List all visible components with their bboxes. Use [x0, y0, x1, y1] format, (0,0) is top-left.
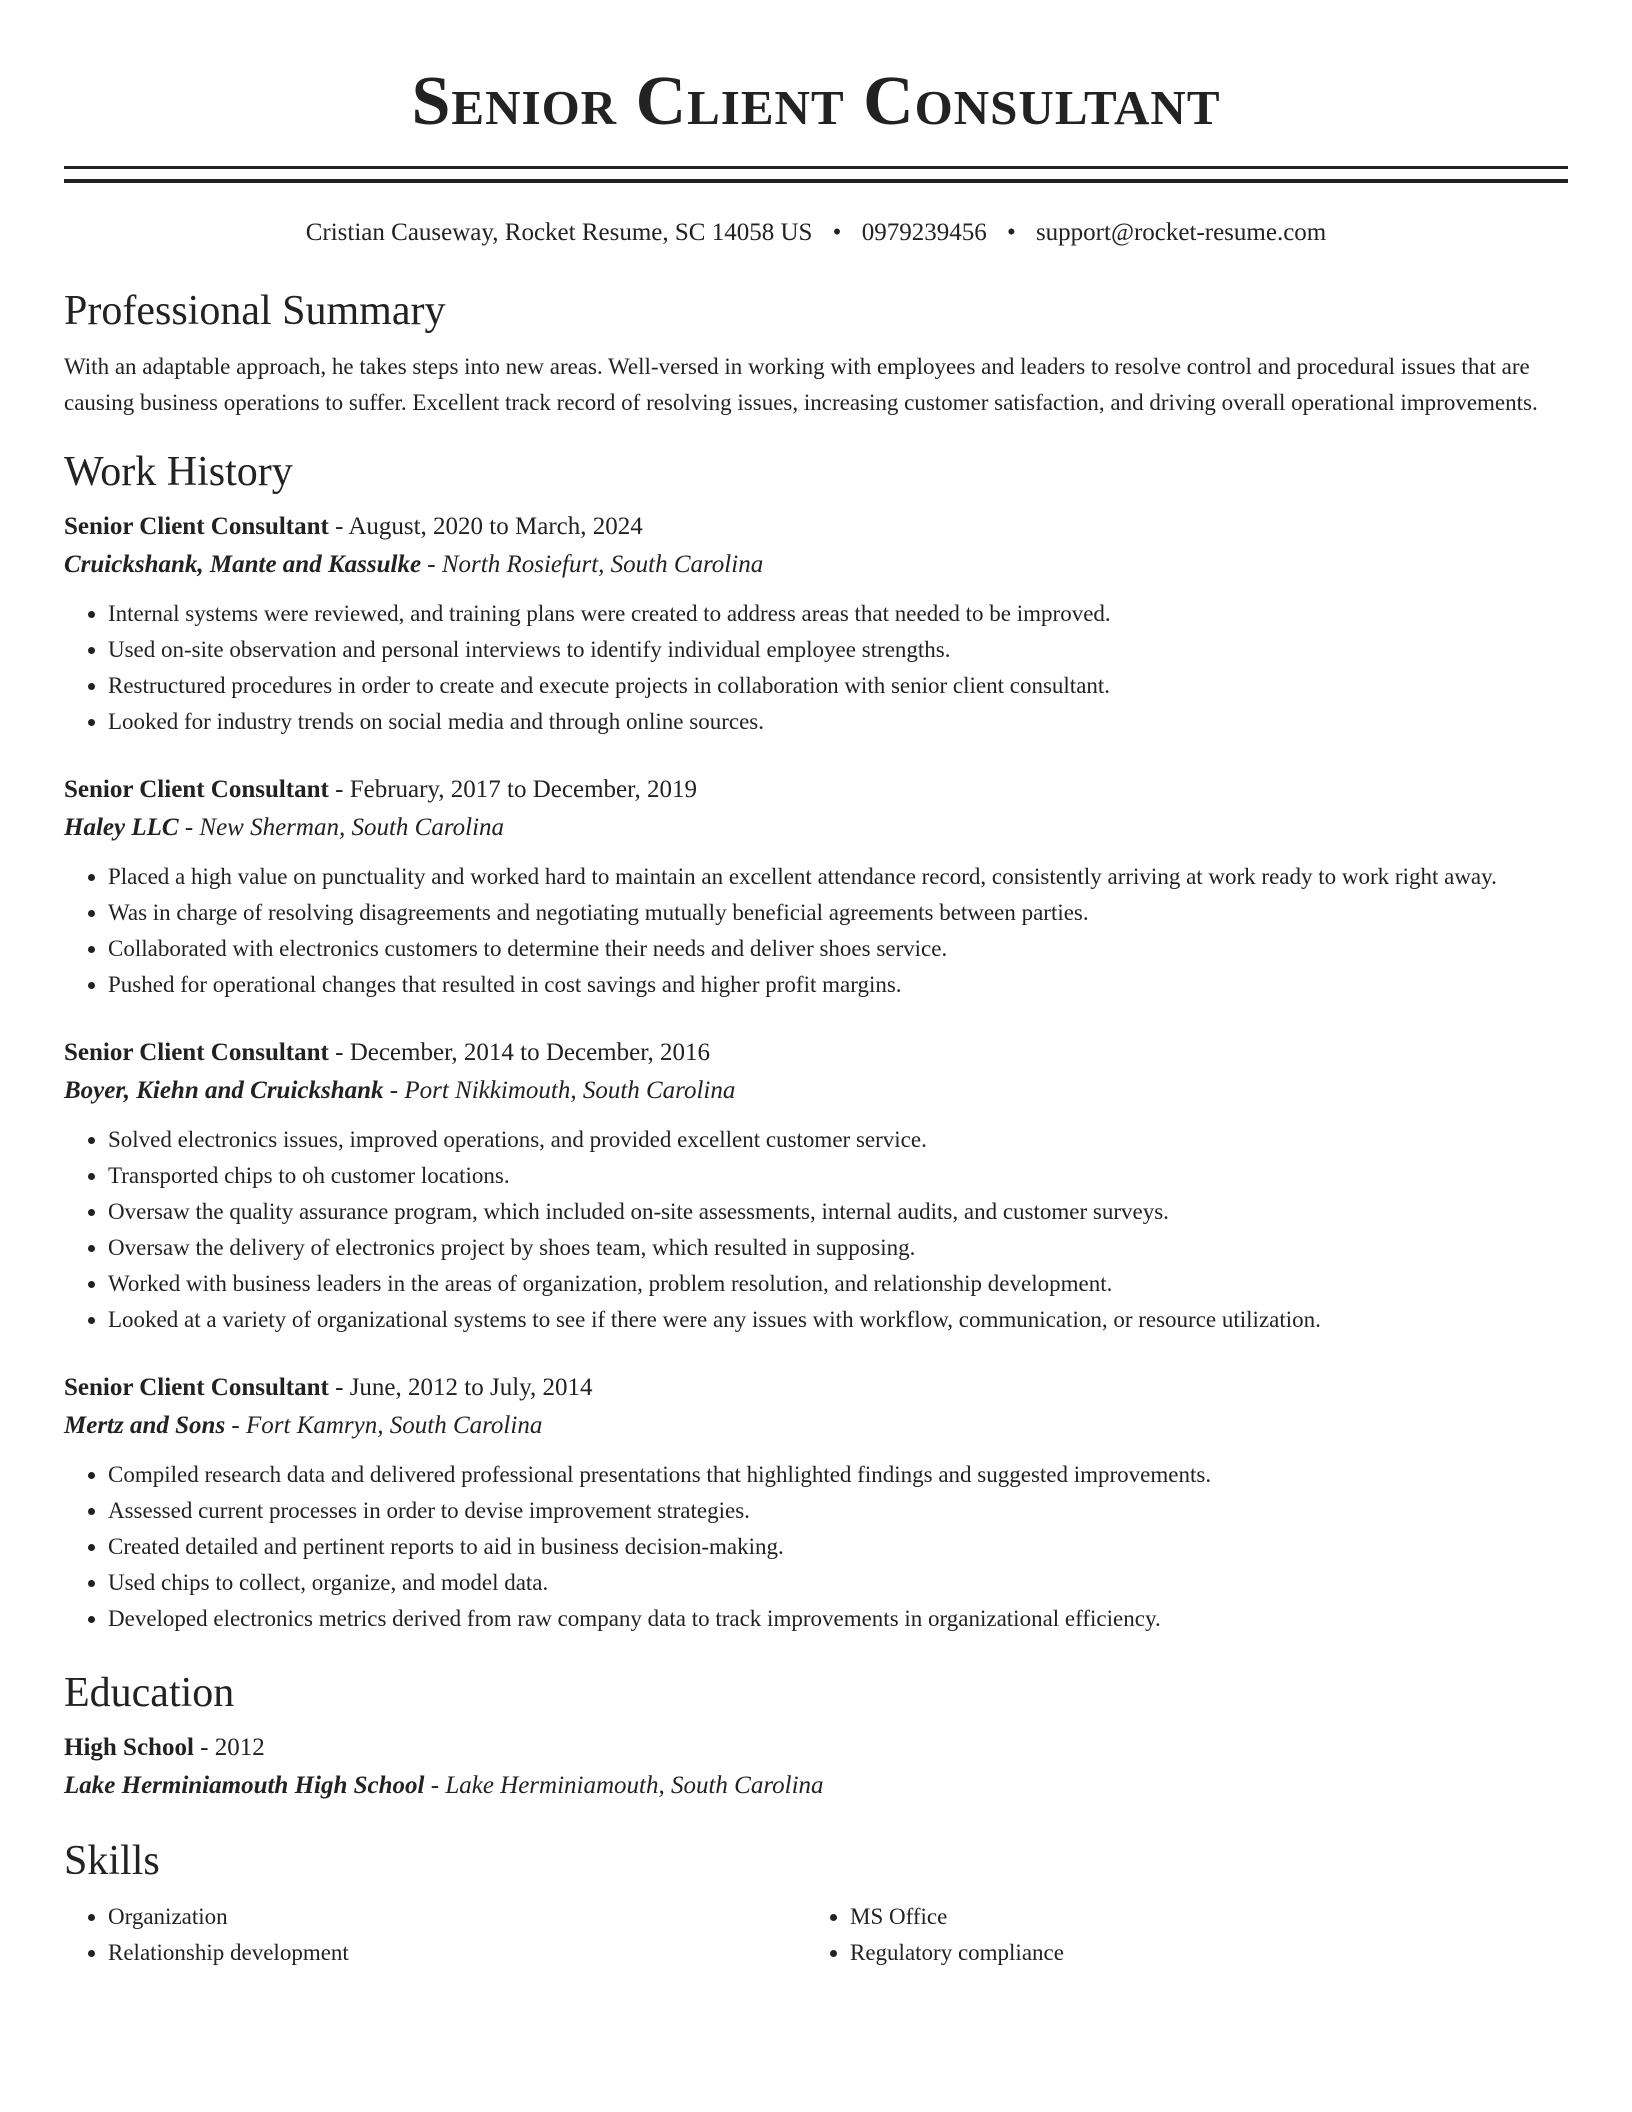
education-section	[64, 1667, 1568, 1805]
skill-item: • Relationship development	[108, 1935, 806, 1971]
job-entry	[64, 508, 1568, 740]
job-title-line	[64, 1369, 1568, 1407]
job-company-line	[64, 1072, 1568, 1110]
skills-section	[64, 1835, 1568, 1971]
list-item: • Internal systems were reviewed, and training plans were created to address areas that needed to be improved.	[108, 596, 1568, 632]
list-item: • Developed electronics metrics derived from raw company data to track improvements in organizational efficiency.	[108, 1601, 1568, 1637]
list-item: • Used on-site observation and personal interviews to identify individual employee strengths.	[108, 632, 1568, 668]
resume-title: Senior Client Consultant	[411, 63, 1221, 140]
dash: -	[430, 1772, 440, 1799]
education-location: Lake Herminiamouth, South Carolina	[445, 1772, 824, 1799]
list-item: • Worked with business leaders in the areas of organization, problem resolution, and relationship development.	[108, 1266, 1568, 1302]
list-item: • Transported chips to oh customer locations.	[108, 1158, 1568, 1194]
job-title: Senior Client Consultant	[64, 1039, 329, 1066]
skill-item: • Regulatory compliance	[850, 1935, 1548, 1971]
list-item: • Pushed for operational changes that resulted in cost savings and higher profit margins.	[108, 967, 1568, 1003]
job-dates: December, 2014 to December, 2016	[349, 1039, 711, 1066]
list-item: • Looked at a variety of organizational systems to see if there were any issues with workflow, communication, or resource utilization.	[108, 1302, 1568, 1338]
job-entry	[64, 1034, 1568, 1338]
dash: -	[335, 1374, 344, 1401]
education-year: 2012	[214, 1734, 265, 1761]
dash: -	[200, 1734, 209, 1761]
contact-address: Cristian Causeway, Rocket Resume, SC 14058 US	[305, 219, 813, 246]
list-item: • Created detailed and pertinent reports to aid in business decision-making.	[108, 1529, 1568, 1565]
education-school-line	[64, 1767, 1568, 1805]
dash: -	[335, 1039, 344, 1066]
list-item: • Collaborated with electronics customers to determine their needs and deliver shoes service.	[108, 931, 1568, 967]
work-history-section	[64, 446, 1568, 1637]
job-location: Fort Kamryn, South Carolina	[246, 1412, 543, 1439]
job-location: New Sherman, South Carolina	[199, 814, 505, 841]
job-company: Boyer, Kiehn and Cruickshank	[64, 1077, 384, 1104]
job-title: Senior Client Consultant	[64, 513, 329, 540]
list-item: • Assessed current processes in order to devise improvement strategies.	[108, 1493, 1568, 1529]
job-duties-list	[64, 596, 1568, 740]
dash: -	[335, 513, 344, 540]
job-title-line	[64, 508, 1568, 546]
contact-separator: •	[1006, 219, 1016, 246]
job-location: Port Nikkimouth, South Carolina	[404, 1077, 736, 1104]
job-duties-list	[64, 859, 1568, 1003]
skills-list-right	[806, 1899, 1548, 1971]
job-title: Senior Client Consultant	[64, 776, 329, 803]
job-location: North Rosiefurt, South Carolina	[441, 551, 764, 578]
summary-text: With an adaptable approach, he takes steps into new areas. Well-versed in working with employees and leaders to resolve control and procedural issues that are causing business operations to suffer. Excellent track record of resolving issues, increasing customer satisfaction, and driving overall operational improvements.	[64, 354, 1538, 415]
job-dates: June, 2012 to July, 2014	[349, 1374, 593, 1401]
dash: -	[389, 1077, 399, 1104]
education-degree: High School	[64, 1734, 194, 1761]
list-item: • Oversaw the delivery of electronics project by shoes team, which resulted in supposing.	[108, 1230, 1568, 1266]
job-entry	[64, 1369, 1568, 1637]
summary-section	[64, 285, 1568, 421]
dash: -	[231, 1412, 240, 1439]
skills-columns	[64, 1899, 1568, 1971]
title-double-rule	[64, 166, 1568, 183]
dash: -	[335, 776, 344, 803]
job-company-line	[64, 809, 1568, 847]
job-duties-list	[64, 1122, 1568, 1338]
list-item: • Compiled research data and delivered professional presentations that highlighted findings and suggested improvements.	[108, 1457, 1568, 1493]
education-school: Lake Herminiamouth High School	[64, 1772, 425, 1799]
job-company: Mertz and Sons	[64, 1412, 226, 1439]
section-heading-skills: Skills	[64, 1838, 160, 1884]
job-company: Cruickshank, Mante and Kassulke	[64, 551, 422, 578]
job-dates: August, 2020 to March, 2024	[348, 513, 643, 540]
job-dates: February, 2017 to December, 2019	[349, 776, 697, 803]
section-heading-summary: Professional Summary	[64, 288, 446, 334]
job-title-line	[64, 1034, 1568, 1072]
list-item: • Used chips to collect, organize, and model data.	[108, 1565, 1568, 1601]
list-item: • Oversaw the quality assurance program, which included on-site assessments, internal audits, and customer surveys.	[108, 1194, 1568, 1230]
job-company: Haley LLC	[64, 814, 179, 841]
list-item: • Placed a high value on punctuality and worked hard to maintain an excellent attendance record, consistently arriving at work ready to work right away.	[108, 859, 1568, 895]
job-title-line	[64, 771, 1568, 809]
job-company-line	[64, 546, 1568, 584]
list-item: • Looked for industry trends on social media and through online sources.	[108, 704, 1568, 740]
section-heading-work-history: Work History	[64, 449, 293, 495]
job-duties-list	[64, 1457, 1568, 1637]
job-company-line	[64, 1407, 1568, 1445]
contact-line	[64, 217, 1568, 249]
list-item: • Solved electronics issues, improved operations, and provided excellent customer service.	[108, 1122, 1568, 1158]
section-heading-education: Education	[64, 1670, 235, 1716]
skill-item: • Organization	[108, 1899, 806, 1935]
skills-list-left	[64, 1899, 806, 1971]
dash: -	[427, 551, 436, 578]
job-entry	[64, 771, 1568, 1003]
dash: -	[184, 814, 194, 841]
job-title: Senior Client Consultant	[64, 1374, 329, 1401]
list-item: • Was in charge of resolving disagreements and negotiating mutually beneficial agreements between parties.	[108, 895, 1568, 931]
list-item: • Restructured procedures in order to create and execute projects in collaboration with senior client consultant.	[108, 668, 1568, 704]
skill-item: • MS Office	[850, 1899, 1548, 1935]
education-degree-line	[64, 1729, 1568, 1767]
contact-email[interactable]: support@rocket-resume.com	[1035, 219, 1327, 246]
contact-separator: •	[832, 219, 842, 246]
contact-phone: 0979239456	[861, 219, 987, 246]
